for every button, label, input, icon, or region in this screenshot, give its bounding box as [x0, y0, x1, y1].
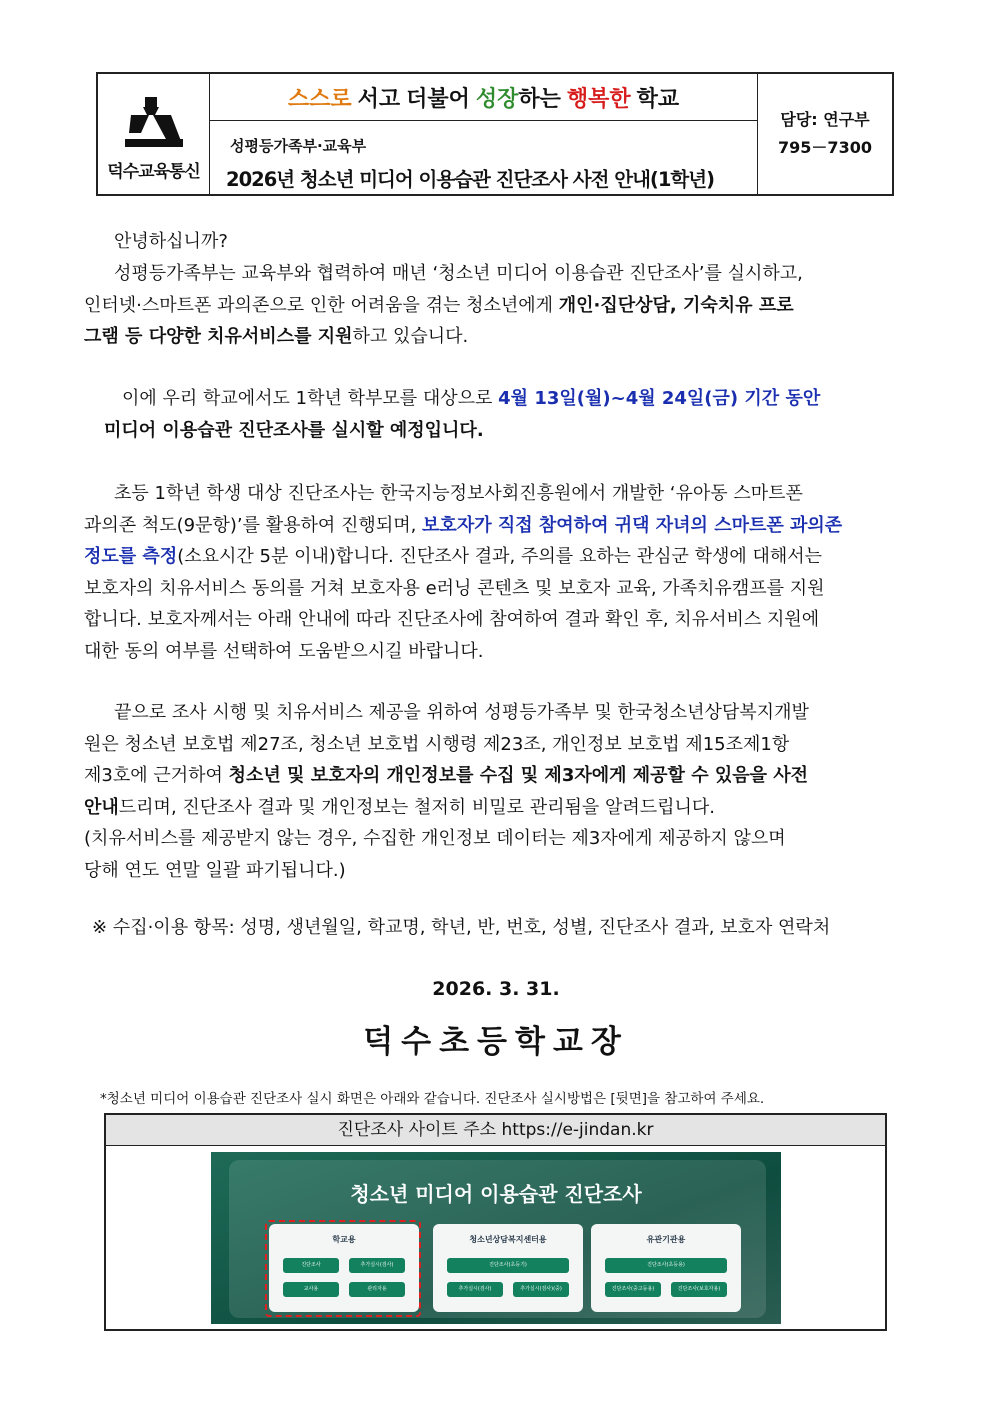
p4-line: 제3호에 근거하여 [84, 765, 229, 786]
slogan-word: 더불어 [406, 86, 470, 112]
school-slogan [210, 74, 757, 121]
p1-bold: 개인·집단상담, 기숙치유 프로 [558, 294, 794, 316]
slogan-word: 하는 [518, 86, 561, 112]
contact-phone: 795－7300 [778, 138, 872, 157]
p3-line: 초등 1학년 학생 대상 진단조사는 한국지능정보사회진흥원에서 개발한 ‘유아동 스마트폰 [114, 483, 803, 504]
card-button[interactable]: 진단조사(초등기) [447, 1258, 569, 1273]
card-button[interactable]: 진단조사 [283, 1258, 339, 1273]
paragraph-3 [84, 478, 896, 667]
site-info-box [104, 1113, 887, 1331]
p2-line: 이에 우리 학교에서도 1학년 학부모를 대상으로 [122, 388, 499, 409]
p4-line: (치유서비스를 제공받지 않는 경우, 수집한 개인정보 데이터는 제3자에게 제공하지 않으며 [84, 828, 786, 849]
school-logo-icon [123, 95, 185, 149]
card-button[interactable]: 진단조사(중고등용) [605, 1282, 661, 1297]
contact-label: 담당: 연구부 [780, 110, 870, 129]
site-address: 진단조사 사이트 주소 https://e-jindan.kr [106, 1115, 885, 1146]
p4-line: 당해 연도 연말 일괄 파기됩니다.) [84, 859, 346, 881]
slogan-word: 스스로 [287, 86, 352, 112]
screen-note: *청소년 미디어 이용습관 진단조사 실시 화면은 아래와 같습니다. 진단조사 실시방법은 [뒷면]을 참고하여 주세요. [100, 1091, 765, 1107]
screenshot-title: 청소년 미디어 이용습관 진단조사 [350, 1182, 642, 1206]
card-button[interactable]: 진단조사(초등용) [605, 1258, 727, 1273]
p2-date-range: 4월 13일(월)~4월 24일(금) 기간 동안 [498, 388, 821, 409]
p3-line: 과의존 척도(9문항)’를 활용하여 진행되며, [84, 514, 423, 536]
principal-signature: 덕수초등학교장 [363, 1024, 629, 1060]
slogan-word: 서고 [357, 86, 401, 112]
p1-line: 인터넷·스마트폰 과의존으로 인한 어려움을 겪는 청소년에게 [84, 294, 559, 316]
collected-items [84, 912, 896, 944]
p3-line: 합니다. 보호자께서는 아래 안내에 따라 진단조사에 참여하여 결과 확인 후, 치유서비스 지원에 [84, 609, 820, 630]
card-title: 청소년상담복지센터용 [469, 1235, 547, 1244]
p4-line: 드리며, 진단조사 결과 및 개인정보는 철저히 비밀로 관리됨을 알려드립니다. [118, 796, 716, 818]
p2-line: 미디어 이용습관 진단조사를 실시할 예정입니다. [104, 419, 484, 441]
paragraph-2 [84, 383, 896, 446]
card-button[interactable]: 추가실시(검사) [447, 1282, 503, 1297]
slogan-word: 성장 [475, 86, 519, 112]
paragraph-4 [84, 697, 896, 886]
p4-bold: 안내 [84, 796, 119, 818]
greeting [84, 226, 896, 258]
p4-line: 원은 청소년 보호법 제27조, 청소년 보호법 시행령 제23조, 개인정보 보호법 제15조제1항 [84, 733, 790, 755]
site-screenshot [211, 1152, 781, 1324]
card-button[interactable]: 교사용 [283, 1282, 339, 1297]
card-title: 유관기관용 [646, 1235, 686, 1244]
newsletter-header [96, 72, 894, 196]
slogan-word: 행복한 [566, 86, 631, 112]
card-button[interactable]: 추가실시(검사) [349, 1258, 405, 1273]
slogan-word: 학교 [636, 86, 680, 112]
highlight-box [265, 1220, 421, 1317]
p3-blue: 정도를 측정 [84, 546, 178, 567]
items-text: ※ 수집·이용 항목: 성명, 생년월일, 학교명, 학년, 반, 번호, 성별, 진단조사 결과, 보호자 연락처 [92, 917, 831, 938]
school-logo-cell [98, 74, 210, 194]
contact-cell [758, 74, 892, 194]
p1-line: 하고 있습니다. [352, 326, 469, 347]
greeting-text: 안녕하십니까? [114, 231, 228, 252]
header-main [210, 74, 758, 194]
p3-blue: 보호자가 직접 참여하여 귀댁 자녀의 스마트폰 과의존 [422, 514, 843, 536]
department: 성평등가족부·교육부 [230, 137, 367, 155]
card-counseling-center[interactable] [433, 1224, 583, 1312]
p4-bold: 청소년 및 보호자의 개인정보를 수집 및 제3자에게 제공할 수 있음을 사전 [228, 765, 809, 786]
p1-line: 성평등가족부는 교육부와 협력하여 매년 ‘청소년 미디어 이용습관 진단조사’를 실시하고, [114, 263, 803, 284]
p3-line: (소요시간 5분 이내)합니다. 진단조사 결과, 주의를 요하는 관심군 학생에 대해서는 [177, 546, 823, 567]
card-button[interactable]: 진단조사(보호자용) [671, 1282, 727, 1297]
p1-bold: 그램 등 다양한 치유서비스를 지원 [84, 326, 353, 347]
paragraph-1 [84, 258, 896, 353]
p3-line: 대한 동의 여부를 선택하여 도움받으시길 바랍니다. [84, 640, 484, 662]
card-button[interactable]: 관리자용 [349, 1282, 405, 1297]
document-title: 2026년 청소년 미디어 이용습관 진단조사 사전 안내(1학년) [226, 168, 714, 191]
card-title: 학교용 [332, 1235, 356, 1244]
card-button[interactable]: 추가실시(검사)(중) [513, 1282, 569, 1297]
card-agency[interactable] [591, 1224, 741, 1312]
logo-text: 덕수교육통신 [107, 162, 200, 182]
issue-date: 2026. 3. 31. [432, 978, 560, 1000]
p4-line: 끝으로 조사 시행 및 치유서비스 제공을 위하여 성평등가족부 및 한국청소년상담복지개발 [114, 702, 809, 723]
p3-line: 보호자의 치유서비스 동의를 거쳐 보호자용 e러닝 콘텐츠 및 보호자 교육, 가족치유캠프를 지원 [84, 577, 825, 599]
